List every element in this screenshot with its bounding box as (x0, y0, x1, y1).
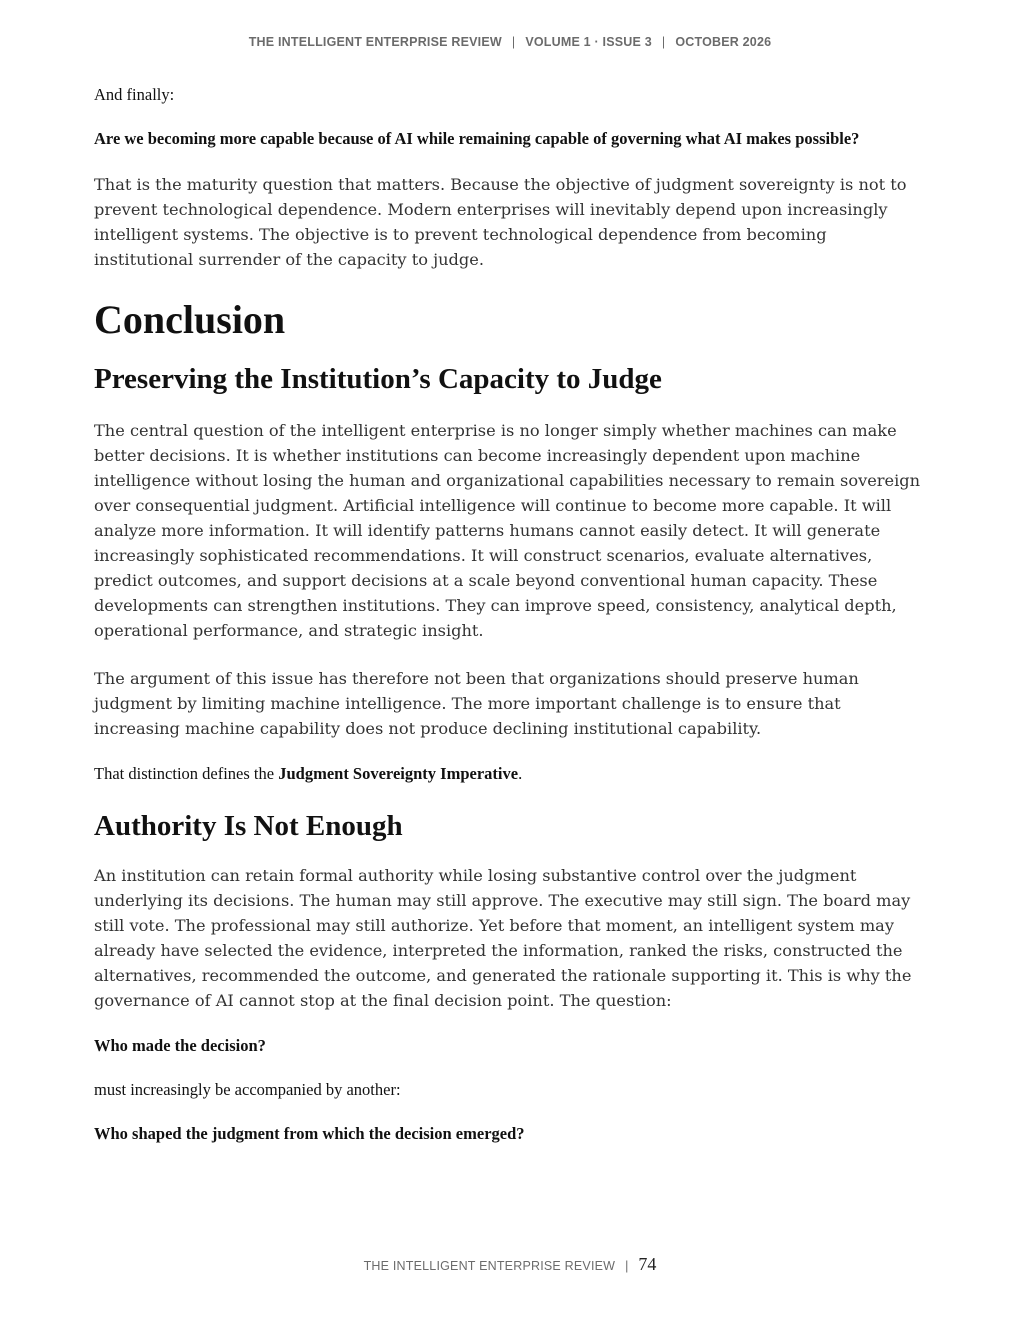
authority-paragraph: An institution can retain formal authority while losing substantive control over the judgment underlying its decisions. The human may still approve. The executive may still sign. The board may still vote. The professional may still authorize. Yet before that moment, an intelligent system may already have selected the evidence, interpreted the information, ranked the risks, constructed the alternatives, recommended the outcome, and generated the rationale supporting it. This is why the governance of AI cannot stop at the final decision point. The question: (94, 866, 912, 1010)
header-separator: | (661, 35, 666, 49)
conclusion-paragraph-2: The argument of this issue has therefore not been that organizations should preserve human judgment by limiting machine intelligence. The more important challenge is to ensure that increasing machine capability does not produce declining institutional capability. (94, 669, 859, 738)
authority-question-2: Who shaped the judgment from which the decision emerged? (94, 1124, 525, 1143)
distinction-term: Judgment Sovereignty Imperative (278, 764, 519, 783)
header-publication: THE INTELLIGENT ENTERPRISE REVIEW (248, 35, 502, 49)
authority-heading: Authority Is Not Enough (94, 810, 403, 842)
header-issue: VOLUME 1 · ISSUE 3 (525, 35, 652, 49)
intro-lead: And finally: (94, 85, 175, 104)
header-separator: | (511, 35, 516, 49)
intro-paragraph: That is the maturity question that matters. Because the objective of judgment sovereignty is not to prevent technological dependence. Modern enterprises will inevitably depend upon increasingly intelligent systems. The objective is to prevent technological dependence from becoming institutional surrender of the capacity to judge. (94, 175, 907, 269)
authority-connector: must increasingly be accompanied by another: (94, 1080, 401, 1099)
running-footer (0, 1254, 1020, 1275)
conclusion-heading: Conclusion (94, 297, 286, 342)
running-header (0, 35, 1020, 49)
intro-question: Are we becoming more capable because of AI while remaining capable of governing what AI makes possible? (94, 129, 860, 148)
distinction-prefix: That distinction defines the (94, 764, 279, 783)
conclusion-paragraph-1: The central question of the intelligent enterprise is no longer simply whether machines can make better decisions. It is whether institutions can become increasingly dependent upon machine intelligence without losing the human and organizational capabilities necessary to remain sovereign over consequential judgment. Artificial intelligence will continue to become more capable. It will analyze more information. It will identify patterns humans cannot easily detect. It will generate increasingly sophisticated recommendations. It will construct scenarios, evaluate alternatives, predict outcomes, and support decisions at a scale beyond conventional human capacity. These developments can strengthen institutions. They can improve speed, consistency, analytical depth, operational performance, and strategic insight. (94, 421, 921, 640)
footer-publication: THE INTELLIGENT ENTERPRISE REVIEW (363, 1259, 616, 1273)
footer-separator: | (625, 1259, 629, 1273)
distinction-suffix: . (518, 764, 523, 783)
header-date: OCTOBER 2026 (675, 35, 772, 49)
authority-question-1: Who made the decision? (94, 1036, 266, 1055)
article-body (94, 84, 924, 1145)
distinction-line (94, 763, 924, 785)
page-number: 74 (638, 1254, 657, 1274)
conclusion-subheading: Preserving the Institution’s Capacity to Judge (94, 363, 662, 395)
